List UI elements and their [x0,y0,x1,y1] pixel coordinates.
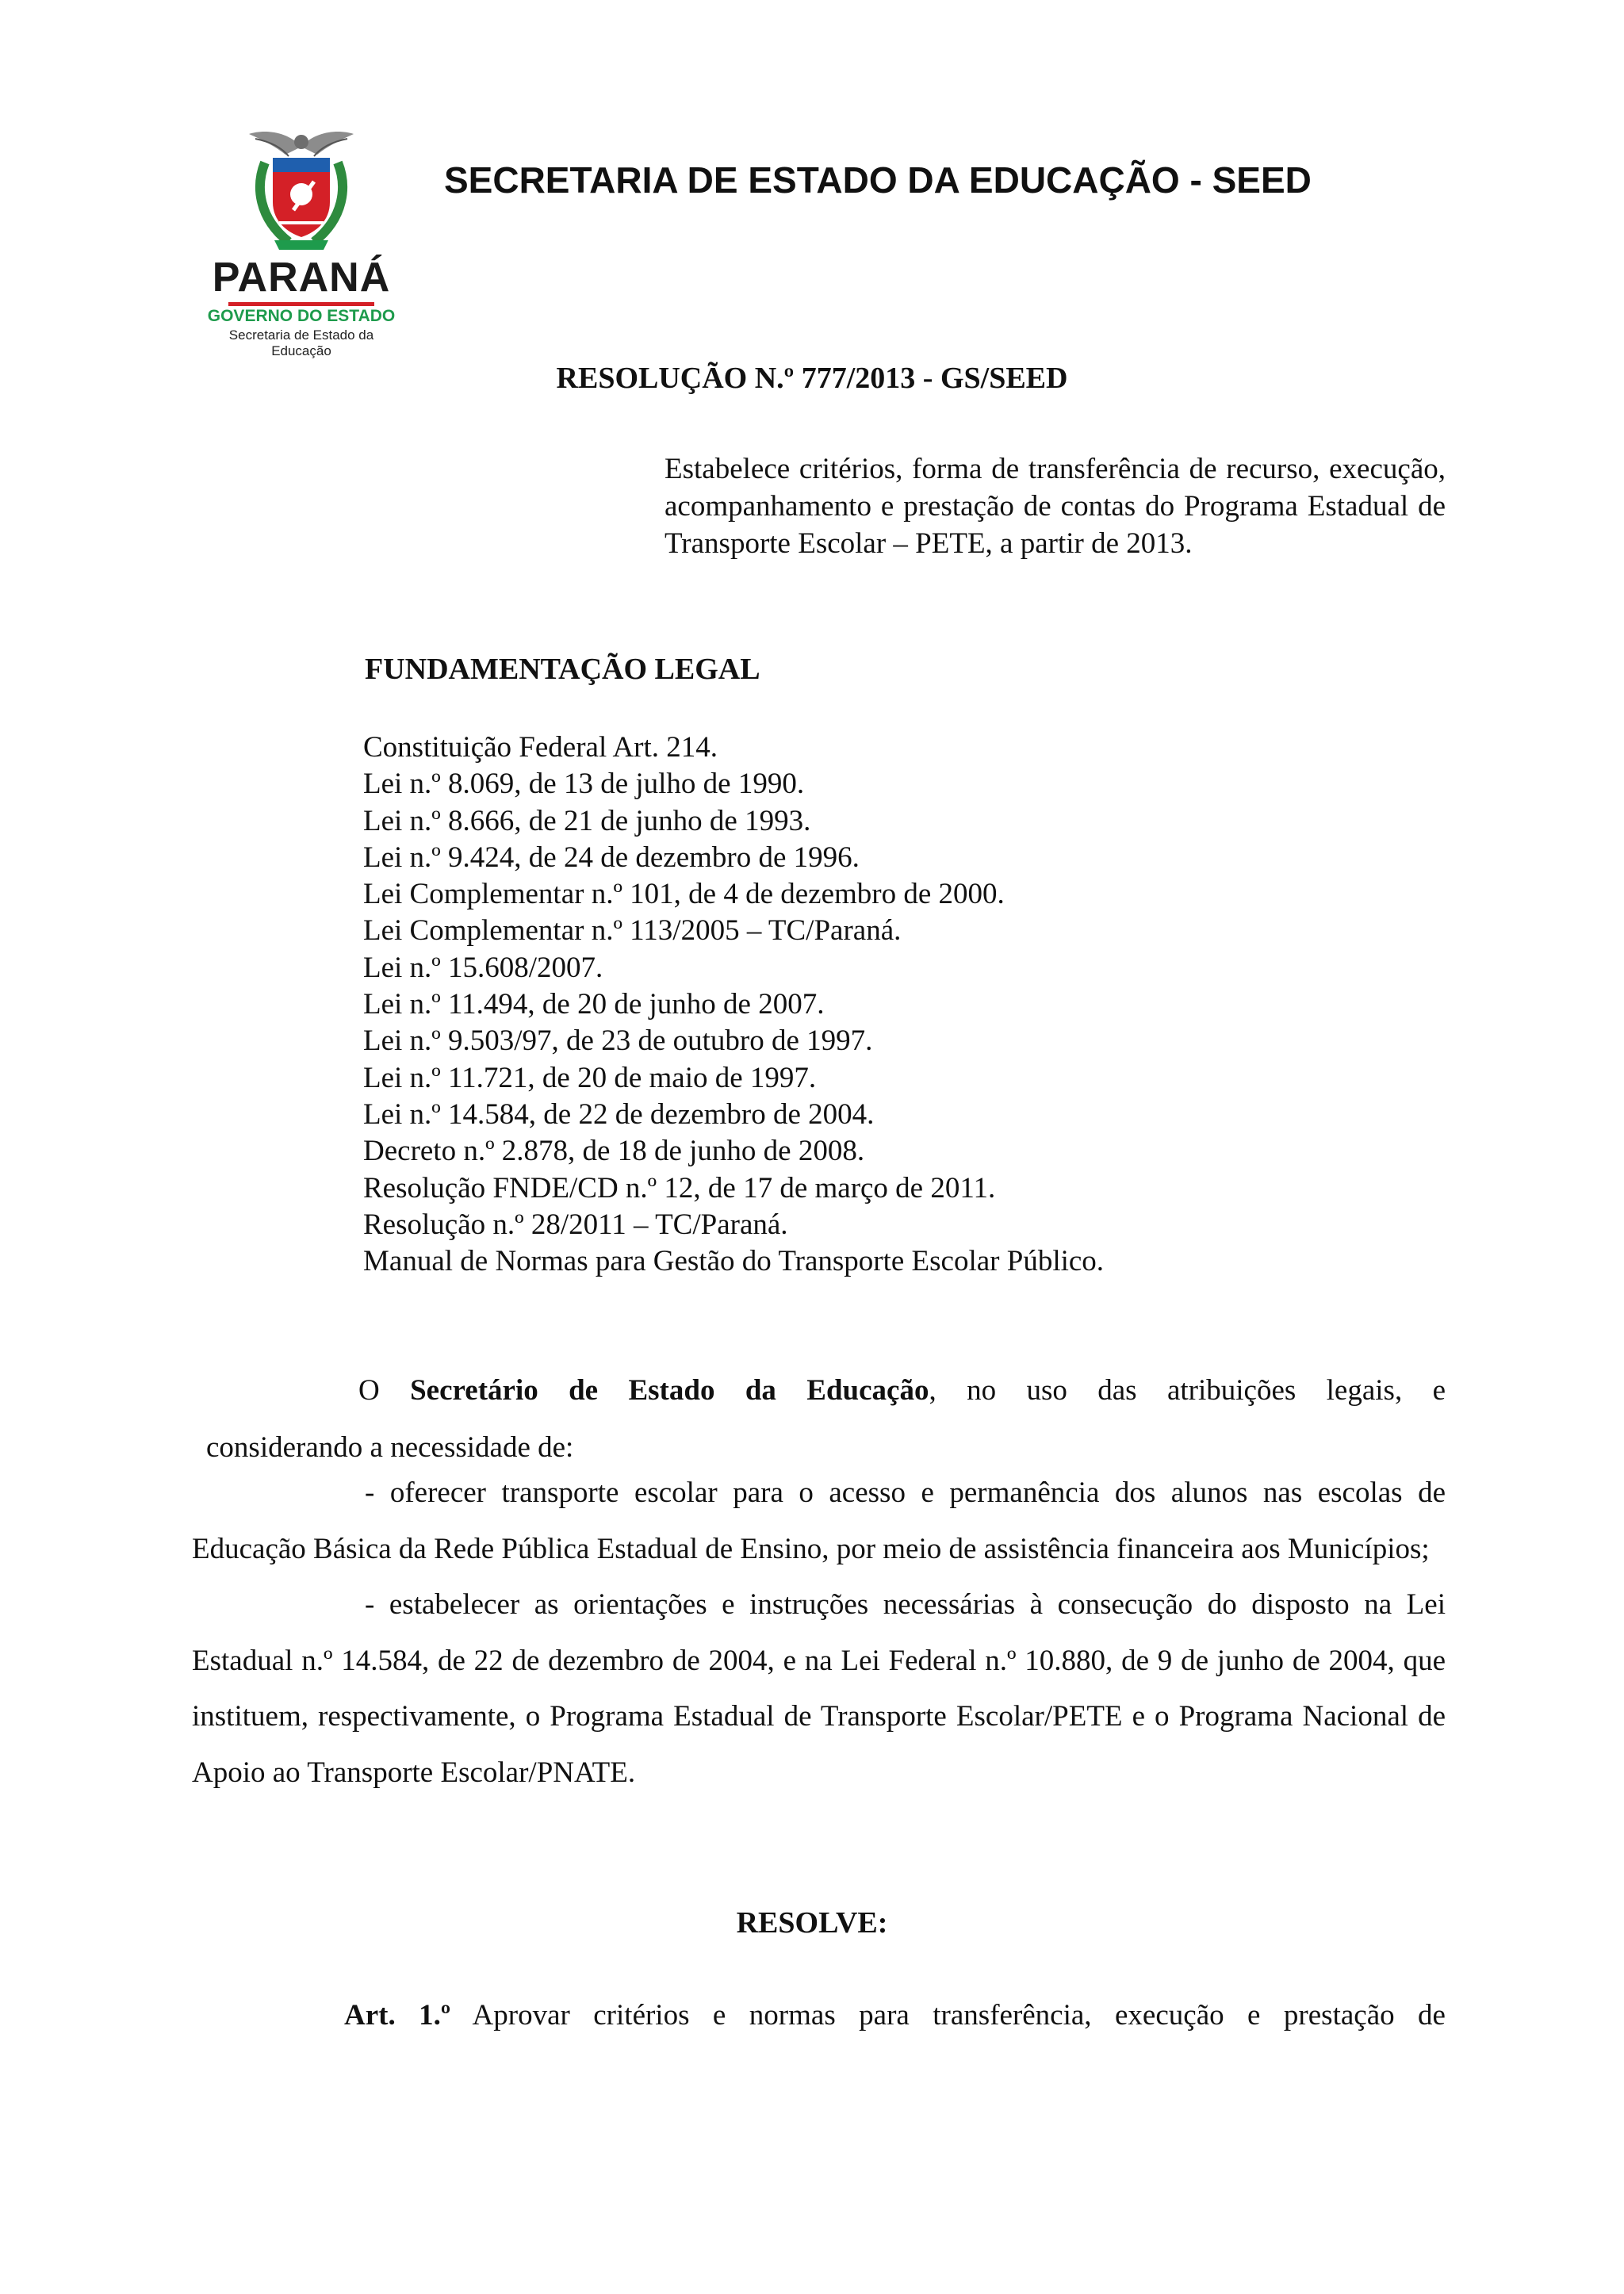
legal-basis-item: Lei n.º 9.424, de 24 de dezembro de 1996. [363,841,860,874]
legal-basis-item: Lei n.º 9.503/97, de 23 de outubro de 1997. [363,1024,873,1058]
considerandos [192,1465,1446,1801]
legal-basis-item: Lei n.º 15.608/2007. [363,951,603,984]
legal-basis-item: Lei Complementar n.º 101, de 4 de dezembro de 2000. [363,878,1005,911]
legal-basis-item: Manual de Normas para Gestão do Transporte Escolar Público. [363,1245,1105,1278]
legal-basis-item: Lei Complementar n.º 113/2005 – TC/Paraná. [363,914,902,948]
legal-basis-item: Resolução n.º 28/2011 – TC/Paraná. [363,1208,788,1241]
preamble-rest: , no uso das atribuições legais, e [929,1374,1446,1407]
logo-state-name: PARANÁ [212,255,391,301]
article-1-label: Art. 1.º [344,1999,451,2032]
legal-basis-title: FUNDAMENTAÇÃO LEGAL [365,653,760,686]
legal-basis-item: Resolução FNDE/CD n.º 12, de 17 de março de 2011. [363,1171,996,1204]
parana-coat-of-arms-icon [247,123,355,254]
article-1-text: Aprovar critérios e normas para transferência, execução e prestação de [472,1999,1446,2032]
resolve-heading: RESOLVE: [736,1906,888,1940]
preamble-subject: Secretário de Estado da Educação [410,1374,929,1407]
legal-basis-list [363,730,1104,1280]
preamble-article: O [358,1374,380,1407]
parana-logo [198,123,420,358]
legal-basis-item: Decreto n.º 2.878, de 18 de junho de 2008. [363,1135,865,1168]
resolution-ementa: Estabelece critérios, forma de transferência de recurso, execução, acompanhamento e prestação de contas do Programa Estadual de Transporte Escolar – PETE, a partir de 2013. [665,453,1446,560]
legal-basis-item: Lei n.º 11.721, de 20 de maio de 1997. [363,1061,817,1094]
preamble [206,1362,1446,1476]
considerando-paragraph: - oferecer transporte escolar para o acesso e permanência dos alunos nas escolas de Educação Básica da Rede Pública Estadual de Ensino, por meio de assistência financeira aos Municípios; [192,1476,1446,1565]
legal-basis-item: Lei n.º 8.069, de 13 de julho de 1990. [363,768,805,801]
logo-government-label: GOVERNO DO ESTADO [207,307,396,325]
logo-stripe [228,302,374,306]
considerando-paragraph: - estabelecer as orientações e instruções necessárias à consecução do disposto na Lei Estadual n.º 14.584, de 22 de dezembro de 2004, e na Lei Federal n.º 10.880, de 9 de junho de 2004, que instituem, respectivamente, o Programa Estadual de Transporte Escolar/PETE e o Programa Nacional de Apoio ao Transporte Escolar/PNATE. [192,1588,1446,1789]
legal-basis-item: Constituição Federal Art. 214. [363,731,718,764]
logo-secretariat-label: Secretaria de Estado da Educação [228,327,374,358]
page-header-title: SECRETARIA DE ESTADO DA EDUCAÇÃO - SEED [444,159,1312,201]
legal-basis-item: Lei n.º 11.494, de 20 de junho de 2007. [363,988,825,1021]
legal-basis-item: Lei n.º 8.666, de 21 de junho de 1993. [363,804,811,837]
preamble-line-2: considerando a necessidade de: [206,1431,574,1464]
resolution-title: RESOLUÇÃO N.º 777/2013 - GS/SEED [556,362,1068,395]
legal-basis-item: Lei n.º 14.584, de 22 de dezembro de 2004. [363,1097,875,1131]
article-1 [344,1998,1446,2032]
preamble-line-1 [206,1362,1446,1419]
